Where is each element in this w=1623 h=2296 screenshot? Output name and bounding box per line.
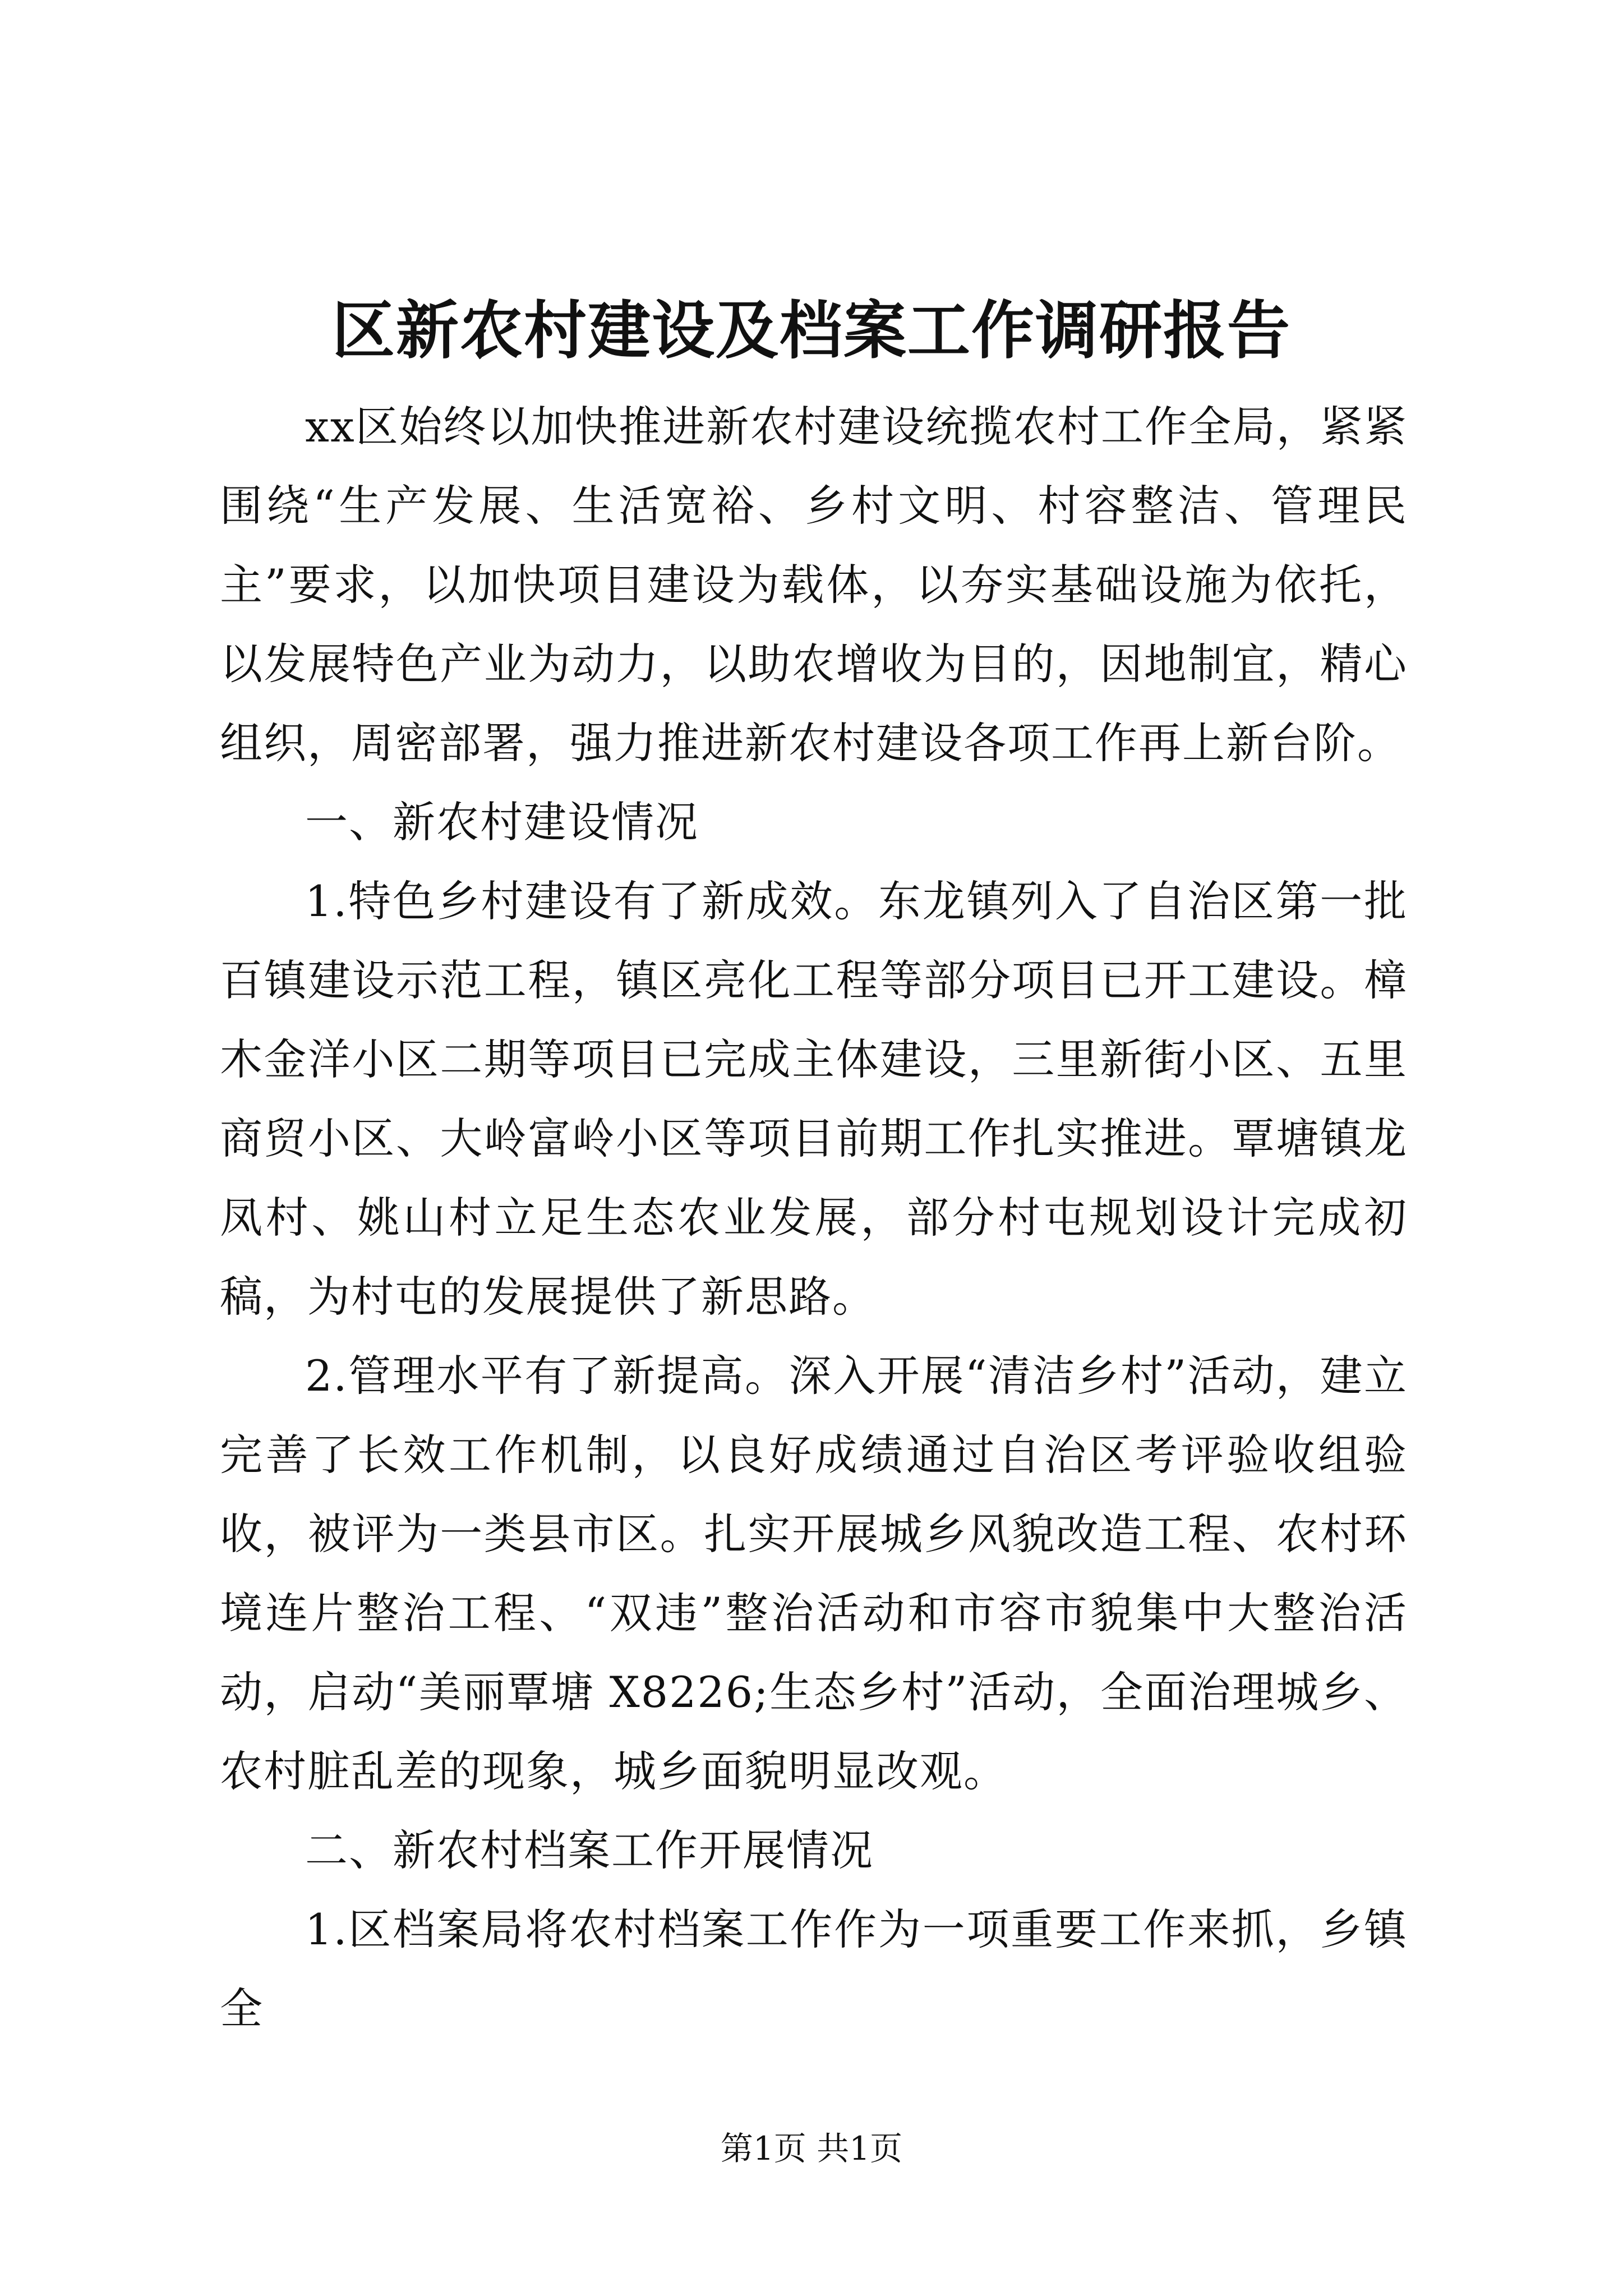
paragraph-1-2: 2.管理水平有了新提高。深入开展“清洁乡村”活动，建立完善了长效工作机制，以良好成绩通过自治区考评验收组验收，被评为一类县市区。扎实开展城乡风貌改造工程、农村环境连片整治工程、“双违”整治活动和市容市貌集中大整治活动，启动“美丽覃塘 X8226;生态乡村”活动，全面治理城乡、农村脏乱差的现象，城乡面貌明显改观。 <box>220 1351 1408 1796</box>
document-title: 区新农村建设及档案工作调研报告 <box>332 294 1291 367</box>
section-heading-1: 一、新农村建设情况 <box>305 797 699 847</box>
paragraph-2-1: 1.区档案局将农村档案工作作为一项重要工作来抓，乡镇全 <box>220 1904 1408 2033</box>
page-footer: 第1页 共1页 <box>720 2129 903 2168</box>
paragraph-1-1: 1.特色乡村建设有了新成效。东龙镇列入了自治区第一批百镇建设示范工程，镇区亮化工程等部分项目已开工建设。樟木金洋小区二期等项目已完成主体建设，三里新街小区、五里商贸小区、大岭富岭小区等项目前期工作扎实推进。覃塘镇龙凤村、姚山村立足生态农业发展，部分村屯规划设计完成初稿，为村屯的发展提供了新思路。 <box>220 876 1408 1322</box>
document-body <box>220 387 1408 2048</box>
intro-paragraph: xx区始终以加快推进新农村建设统揽农村工作全局，紧紧围绕“生产发展、生活宽裕、乡村文明、村容整洁、管理民主”要求，以加快项目建设为载体，以夯实基础设施为依托，以发展特色产业为动力，以助农增收为目的，因地制宜，精心组织，周密部署，强力推进新农村建设各项工作再上新台阶。 <box>220 402 1408 768</box>
section-heading-2: 二、新农村档案工作开展情况 <box>305 1825 874 1875</box>
